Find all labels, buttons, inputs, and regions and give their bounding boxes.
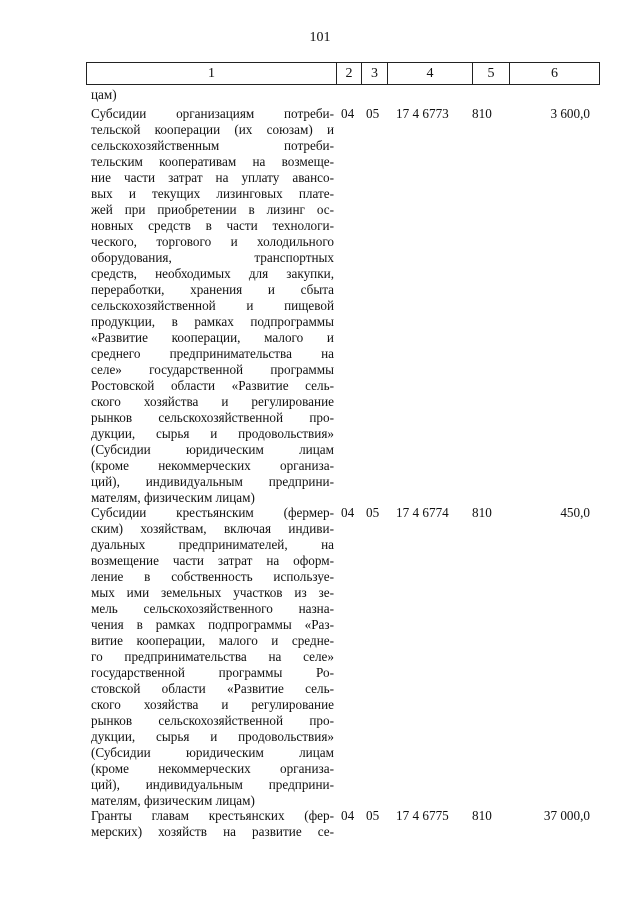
row-razdel: 04 xyxy=(341,505,355,520)
row-name-line: (Субсидии юридическим лицам xyxy=(91,442,334,457)
header-row xyxy=(87,63,600,85)
row-name-line: дукции, сырья и продовольствия» xyxy=(91,729,334,744)
row-name-line: (кроме некоммерческих организа- xyxy=(91,761,334,776)
header-col-6: 6 xyxy=(510,63,600,85)
row-name-line: ским) хозяйствам, включая индиви- xyxy=(91,521,334,536)
row-name-line: сельскохозяйственной и пищевой xyxy=(91,298,334,313)
page-number: 101 xyxy=(309,30,331,45)
row-razdel: 04 xyxy=(341,106,355,121)
row-target-article: 17 4 6773 xyxy=(396,106,449,121)
row-name-line: Субсидии крестьянским (фермер- xyxy=(91,505,334,520)
row-name xyxy=(91,505,334,809)
row-name-line: рынков сельскохозяйственной про- xyxy=(91,410,334,425)
row-name-line: новных средств в части технологи- xyxy=(91,218,334,233)
row-name-line: переработки, хранения и сбыта xyxy=(91,282,334,297)
row-name-line: вых и текущих лизинговых плате- xyxy=(91,186,334,201)
header-col-4: 4 xyxy=(388,63,473,85)
row-podrazdel: 05 xyxy=(366,505,380,520)
row-name-line: Ростовской области «Развитие сель- xyxy=(91,378,334,393)
row-name-line: жей при приобретении в лизинг ос- xyxy=(91,202,334,217)
row-name-line: тельской кооперации (их союзам) и xyxy=(91,122,334,137)
row-name-line: мых ими земельных участков из зе- xyxy=(91,585,334,600)
row-name-line: «Развитие кооперации, малого и xyxy=(91,330,334,345)
row-name-line: возмещение части затрат на оформ- xyxy=(91,553,334,568)
row-name-line: ческого, торгового и холодильного xyxy=(91,234,334,249)
row-name-line: мателям, физическим лицам) xyxy=(91,490,255,505)
row-name-line: тельским кооперативам на возмеще- xyxy=(91,154,334,169)
row-name-line: селе» государственной программы xyxy=(91,362,334,377)
row-expense-type: 810 xyxy=(472,808,492,823)
row-amount: 3 600,0 xyxy=(550,106,590,121)
row-name-line: (кроме некоммерческих организа- xyxy=(91,458,334,473)
row-name-line: мерских) хозяйств на развитие се- xyxy=(91,824,334,839)
row-name-line: среднего предпринимательства на xyxy=(91,346,334,361)
row-name-line: оборудования, транспортных xyxy=(91,250,334,265)
row-name-line: государственной программы Ро- xyxy=(91,665,334,680)
table-header xyxy=(86,62,600,85)
row-target-article: 17 4 6774 xyxy=(396,505,449,520)
row-amount: 450,0 xyxy=(560,505,590,520)
row-name-line: ского хозяйства и регулирование xyxy=(91,697,334,712)
row-name xyxy=(91,106,334,506)
row-name-line: мателям, физическим лицам) xyxy=(91,793,255,808)
row-name-line: мель сельскохозяйственного назна- xyxy=(91,601,334,616)
row-podrazdel: 05 xyxy=(366,808,380,823)
row-name-line: ние части затрат на уплату авансо- xyxy=(91,170,334,185)
row-name-line: Субсидии организациям потреби- xyxy=(91,106,334,121)
row-name-line: средств, необходимых для закупки, xyxy=(91,266,334,281)
row-expense-type: 810 xyxy=(472,505,492,520)
row-name-line: стовской области «Развитие сель- xyxy=(91,681,334,696)
row-name-line: продукции, в рамках подпрограммы xyxy=(91,314,334,329)
row-podrazdel: 05 xyxy=(366,106,380,121)
row-target-article: 17 4 6775 xyxy=(396,808,449,823)
row-name-line: витие кооперации, малого и средне- xyxy=(91,633,334,648)
row-name-line: ций), индивидуальным предприни- xyxy=(91,777,334,792)
row-name-line: чения в рамках подпрограммы «Раз- xyxy=(91,617,334,632)
row-name-line: ского хозяйства и регулирование xyxy=(91,394,334,409)
row-razdel: 04 xyxy=(341,808,355,823)
row-name-line: ление в собственность используе- xyxy=(91,569,334,584)
row-name xyxy=(91,808,334,840)
row-name-line: (Субсидии юридическим лицам xyxy=(91,745,334,760)
row-expense-type: 810 xyxy=(472,106,492,121)
header-col-2: 2 xyxy=(337,63,362,85)
row-amount: 37 000,0 xyxy=(543,808,590,823)
header-col-3: 3 xyxy=(362,63,388,85)
continued-text: цам) xyxy=(91,87,117,102)
row-name-line: сельскохозяйственным потреби- xyxy=(91,138,334,153)
header-col-5: 5 xyxy=(473,63,510,85)
row-name-line: дуальных предпринимателей, на xyxy=(91,537,334,552)
header-col-1: 1 xyxy=(87,63,337,85)
row-name-line: ций), индивидуальным предприни- xyxy=(91,474,334,489)
row-name-line: дукции, сырья и продовольствия» xyxy=(91,426,334,441)
row-name-line: го предпринимательства на селе» xyxy=(91,649,334,664)
row-name-line: рынков сельскохозяйственной про- xyxy=(91,713,334,728)
row-name-line: Гранты главам крестьянских (фер- xyxy=(91,808,334,823)
